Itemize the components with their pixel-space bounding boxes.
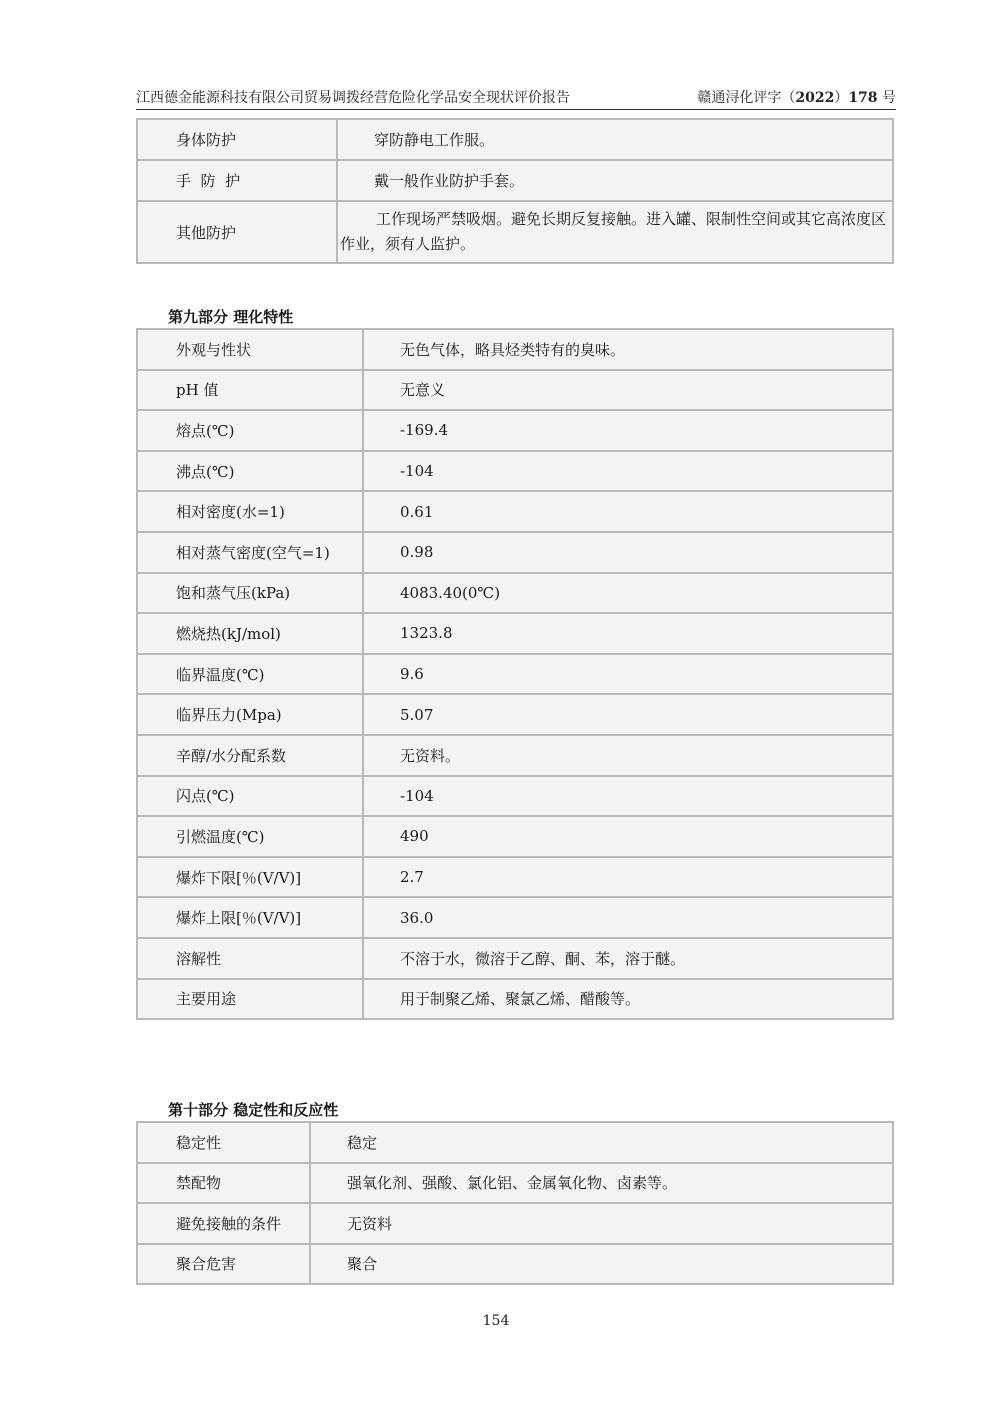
table-row bbox=[137, 857, 893, 898]
row-label: 相对密度(水=1) bbox=[137, 491, 363, 532]
table-row bbox=[137, 938, 893, 979]
row-value: 穿防静电工作服。 bbox=[337, 119, 893, 160]
row-label: 饱和蒸气压(kPa) bbox=[137, 573, 363, 614]
row-value: 0.61 bbox=[363, 491, 893, 532]
row-label: 爆炸下限[％(V/V)] bbox=[137, 857, 363, 898]
table-row bbox=[137, 370, 893, 411]
row-value: 无色气体，略具烃类特有的臭味。 bbox=[363, 329, 893, 370]
physical-properties-table bbox=[136, 328, 894, 1020]
row-label: 熔点(℃) bbox=[137, 410, 363, 451]
table-row bbox=[137, 1163, 893, 1204]
ref-suffix: 号 bbox=[877, 90, 896, 106]
table-row bbox=[137, 160, 893, 201]
row-label: 避免接触的条件 bbox=[137, 1203, 310, 1244]
row-label: 沸点(℃) bbox=[137, 451, 363, 492]
row-value: 4083.40(0℃) bbox=[363, 573, 893, 614]
row-label: 稳定性 bbox=[137, 1122, 310, 1163]
row-value: 9.6 bbox=[363, 654, 893, 695]
table-row bbox=[137, 654, 893, 695]
row-value: -104 bbox=[363, 451, 893, 492]
ref-prefix: 赣通浔化评字（ bbox=[697, 90, 796, 106]
section-9-title: 第九部分 理化特性 bbox=[168, 308, 294, 326]
table-row bbox=[137, 735, 893, 776]
row-label: 辛醇/水分配系数 bbox=[137, 735, 363, 776]
table-row bbox=[137, 816, 893, 857]
table-row bbox=[137, 1122, 893, 1163]
table-row bbox=[137, 491, 893, 532]
ref-mid: ） bbox=[834, 90, 849, 106]
header-divider bbox=[136, 109, 896, 110]
protection-table bbox=[136, 118, 894, 264]
row-label: 禁配物 bbox=[137, 1163, 310, 1204]
table-row bbox=[137, 1203, 893, 1244]
row-label: 引燃温度(℃) bbox=[137, 816, 363, 857]
table-row bbox=[137, 119, 893, 160]
row-value: 2.7 bbox=[363, 857, 893, 898]
row-value: 无资料 bbox=[310, 1203, 893, 1244]
table-row bbox=[137, 897, 893, 938]
row-label: 聚合危害 bbox=[137, 1244, 310, 1285]
row-value bbox=[337, 201, 893, 263]
row-value: -169.4 bbox=[363, 410, 893, 451]
row-label: 燃烧热(kJ/mol) bbox=[137, 613, 363, 654]
row-value: -104 bbox=[363, 776, 893, 817]
row-label: 闪点(℃) bbox=[137, 776, 363, 817]
report-title: 江西德金能源科技有限公司贸易调拨经营危险化学品安全现状评价报告 bbox=[136, 90, 570, 106]
table-row bbox=[137, 201, 893, 263]
row-value: 稳定 bbox=[310, 1122, 893, 1163]
table-row bbox=[137, 979, 893, 1020]
row-label: 手 防 护 bbox=[137, 160, 337, 201]
row-label: 爆炸上限[％(V/V)] bbox=[137, 897, 363, 938]
row-value: 聚合 bbox=[310, 1244, 893, 1285]
row-label: 身体防护 bbox=[137, 119, 337, 160]
row-value: 无意义 bbox=[363, 370, 893, 411]
row-value: 戴一般作业防护手套。 bbox=[337, 160, 893, 201]
row-value: 5.07 bbox=[363, 694, 893, 735]
row-label: 临界压力(Mpa) bbox=[137, 694, 363, 735]
table-row bbox=[137, 451, 893, 492]
ref-year: 2022 bbox=[795, 90, 835, 106]
row-value: 36.0 bbox=[363, 897, 893, 938]
page-number: 154 bbox=[482, 1313, 510, 1329]
row-label: 溶解性 bbox=[137, 938, 363, 979]
section-10-title: 第十部分 稳定性和反应性 bbox=[168, 1101, 339, 1119]
table-row bbox=[137, 694, 893, 735]
row-value: 不溶于水，微溶于乙醇、酮、苯，溶于醚。 bbox=[363, 938, 893, 979]
table-row bbox=[137, 776, 893, 817]
row-label: 临界温度(℃) bbox=[137, 654, 363, 695]
row-label: 相对蒸气密度(空气=1) bbox=[137, 532, 363, 573]
row-value-text: 工作现场严禁吸烟。避免长期反复接触。进入罐、限制性空间或其它高浓度区作业，须有人监护。 bbox=[340, 210, 887, 253]
ref-number: 178 bbox=[848, 90, 878, 106]
row-value: 0.98 bbox=[363, 532, 893, 573]
table-row bbox=[137, 532, 893, 573]
row-label: pH 值 bbox=[137, 370, 363, 411]
row-value: 1323.8 bbox=[363, 613, 893, 654]
table-row bbox=[137, 613, 893, 654]
row-label: 主要用途 bbox=[137, 979, 363, 1020]
row-value: 强氧化剂、强酸、氯化铝、金属氧化物、卤素等。 bbox=[310, 1163, 893, 1204]
row-label: 外观与性状 bbox=[137, 329, 363, 370]
table-row bbox=[137, 410, 893, 451]
row-label: 其他防护 bbox=[137, 201, 337, 263]
row-value: 无资料。 bbox=[363, 735, 893, 776]
stability-table bbox=[136, 1121, 894, 1285]
row-value: 用于制聚乙烯、聚氯乙烯、醋酸等。 bbox=[363, 979, 893, 1020]
table-row bbox=[137, 1244, 893, 1285]
table-row bbox=[137, 329, 893, 370]
table-row bbox=[137, 573, 893, 614]
report-reference bbox=[697, 87, 896, 107]
row-value: 490 bbox=[363, 816, 893, 857]
